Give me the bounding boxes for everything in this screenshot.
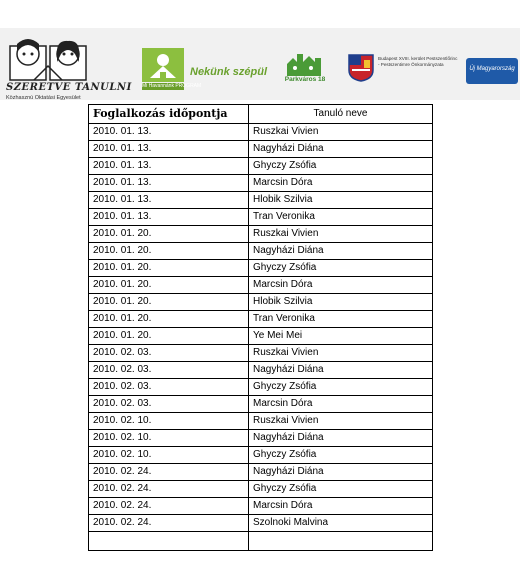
session-date-cell: 2010. 02. 24. [89, 515, 249, 532]
student-name-cell: Nagyházi Diána [249, 430, 433, 447]
student-name-cell: Marcsin Dóra [249, 175, 433, 192]
session-date-cell: 2010. 02. 10. [89, 430, 249, 447]
student-name-cell: Nagyházi Diána [249, 141, 433, 158]
student-name-cell: Tran Veronika [249, 311, 433, 328]
header-session-date: Foglalkozás időpontja [89, 105, 249, 124]
header-student-name: Tanuló neve [249, 105, 433, 124]
mi-havannank-logo [142, 48, 202, 98]
session-date-cell: 2010. 02. 24. [89, 498, 249, 515]
nekunk-szepul-slogan: Nekünk szépül [190, 66, 268, 78]
student-name-cell: Ruszkai Vivien [249, 124, 433, 141]
table-row [89, 328, 433, 345]
session-date-cell: 2010. 01. 13. [89, 141, 249, 158]
table-row [89, 498, 433, 515]
table-row [89, 175, 433, 192]
student-name-cell: Marcsin Dóra [249, 498, 433, 515]
student-name-cell: Ghyczy Zsófia [249, 481, 433, 498]
session-date-cell: 2010. 02. 10. [89, 413, 249, 430]
session-date-cell: 2010. 02. 10. [89, 447, 249, 464]
table-row [89, 141, 433, 158]
student-name-cell: Ghyczy Zsófia [249, 447, 433, 464]
mi-havannank-label: Mi Havannánk PROGRAM [142, 83, 202, 89]
szeretve-tanulni-logo [4, 32, 132, 106]
budapest-xviii-text: Budapest XVIII. kerület Pestszentlőrinc - Pestszentimre Önkormányzata [378, 56, 458, 67]
session-date-cell: 2010. 01. 13. [89, 175, 249, 192]
table-row [89, 158, 433, 175]
table-header-row [89, 105, 433, 124]
table-row [89, 481, 433, 498]
coat-of-arms-icon [346, 52, 376, 82]
student-name-cell: Hlobik Szilvia [249, 294, 433, 311]
session-date-cell: 2010. 01. 13. [89, 124, 249, 141]
flower-house-icon [142, 48, 184, 82]
session-date-cell: 2010. 02. 03. [89, 362, 249, 379]
student-name-cell: Ruszkai Vivien [249, 413, 433, 430]
student-name-cell: Ruszkai Vivien [249, 226, 433, 243]
session-date-cell: 2010. 01. 20. [89, 294, 249, 311]
parkvaros-label: Parkváros 18 [284, 76, 326, 83]
parkvaros-logo [283, 50, 327, 98]
session-date-cell: 2010. 01. 20. [89, 277, 249, 294]
mi-havannank-emblem [142, 48, 184, 82]
session-date-cell: 2010. 01. 13. [89, 209, 249, 226]
table-row [89, 226, 433, 243]
student-name-cell: Nagyházi Diána [249, 362, 433, 379]
session-date-cell: 2010. 02. 24. [89, 464, 249, 481]
table-row [89, 447, 433, 464]
student-name-cell: Marcsin Dóra [249, 277, 433, 294]
student-name-cell: Ye Mei Mei [249, 328, 433, 345]
attendance-table [88, 104, 433, 551]
table-row [89, 192, 433, 209]
session-date-cell: 2010. 01. 13. [89, 158, 249, 175]
session-date-cell: 2010. 01. 20. [89, 226, 249, 243]
table-row [89, 430, 433, 447]
table-row [89, 209, 433, 226]
uj-magyarorszag-logo [466, 58, 518, 84]
table-row [89, 124, 433, 141]
budapest-xviii-logo [346, 52, 456, 92]
szeretve-tanulni-subtitle: Közhasznú Oktatási Egyesület [6, 95, 81, 101]
table-row-empty [89, 532, 433, 551]
table-row [89, 413, 433, 430]
table-row [89, 243, 433, 260]
table-row [89, 464, 433, 481]
student-name-cell: Ruszkai Vivien [249, 345, 433, 362]
student-name-cell: Tran Veronika [249, 209, 433, 226]
student-name-cell: Nagyházi Diána [249, 464, 433, 481]
children-reading-icon [4, 32, 92, 82]
table-row [89, 515, 433, 532]
table-row [89, 294, 433, 311]
uj-magyarorszag-label: Új Magyarország [469, 66, 515, 72]
session-date-cell: 2010. 02. 03. [89, 379, 249, 396]
table-row [89, 260, 433, 277]
table-row [89, 345, 433, 362]
student-name-cell: Hlobik Szilvia [249, 192, 433, 209]
szeretve-tanulni-title: SZERETVE TANULNI [6, 82, 132, 93]
session-date-cell: 2010. 01. 13. [89, 192, 249, 209]
student-name-cell: Ghyczy Zsófia [249, 158, 433, 175]
student-name-cell: Szolnoki Malvina [249, 515, 433, 532]
session-date-cell: 2010. 01. 20. [89, 328, 249, 345]
table-row [89, 379, 433, 396]
student-name-cell [249, 532, 433, 551]
session-date-cell: 2010. 02. 03. [89, 396, 249, 413]
session-date-cell [89, 532, 249, 551]
session-date-cell: 2010. 01. 20. [89, 260, 249, 277]
student-name-cell: Ghyczy Zsófia [249, 379, 433, 396]
student-name-cell: Marcsin Dóra [249, 396, 433, 413]
table-row [89, 311, 433, 328]
student-name-cell: Nagyházi Diána [249, 243, 433, 260]
session-date-cell: 2010. 02. 24. [89, 481, 249, 498]
table-row [89, 396, 433, 413]
table-row [89, 362, 433, 379]
city-park-icon [283, 50, 327, 76]
student-name-cell: Ghyczy Zsófia [249, 260, 433, 277]
session-date-cell: 2010. 01. 20. [89, 311, 249, 328]
session-date-cell: 2010. 01. 20. [89, 243, 249, 260]
session-date-cell: 2010. 02. 03. [89, 345, 249, 362]
table-row [89, 277, 433, 294]
